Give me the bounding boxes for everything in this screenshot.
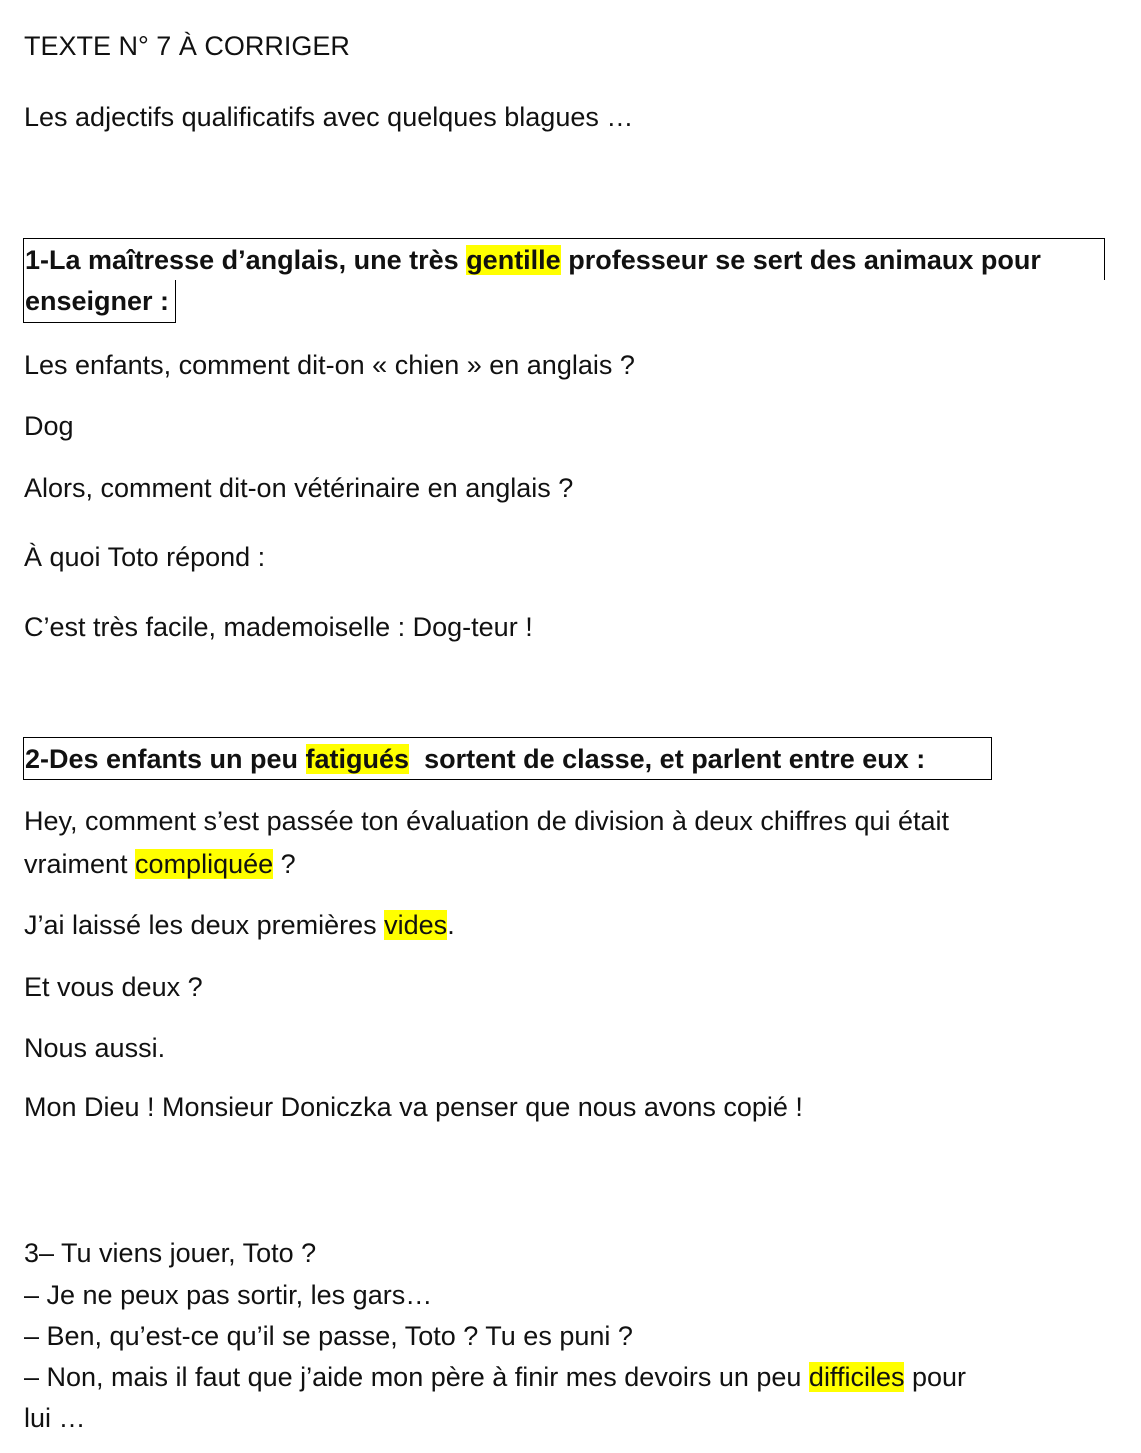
section1-heading-line2: enseigner : xyxy=(25,286,170,316)
document-title: TEXTE N° 7 À CORRIGER xyxy=(24,31,350,61)
section1-line-1: Les enfants, comment dit-on « chien » en anglais ? xyxy=(24,350,635,380)
section1-heading-box-line2 xyxy=(23,280,176,323)
highlight-vides: vides xyxy=(384,910,448,940)
section2-line-1: Et vous deux ? xyxy=(24,972,203,1002)
section2-question-line1: Hey, comment s’est passée ton évaluation de division à deux chiffres qui était xyxy=(24,806,950,836)
highlight-difficiles: difficiles xyxy=(808,1362,905,1392)
highlight-gentille: gentille xyxy=(466,245,561,275)
section2-heading: 2-Des enfants un peu fatigués sortent de classe, et parlent entre eux : xyxy=(25,744,926,774)
section3-line-4: – Non, mais il faut que j’aide mon père à finir mes devoirs un peu difficiles pour xyxy=(24,1362,967,1392)
section3-line-2: – Je ne peux pas sortir, les gars… xyxy=(24,1280,433,1310)
section2-question-line2: vraiment compliquée ? xyxy=(24,849,296,879)
section2-line-3: Mon Dieu ! Monsieur Doniczka va penser que nous avons copié ! xyxy=(24,1092,803,1122)
section1-line-2: Dog xyxy=(24,411,74,441)
highlight-fatigues: fatigués xyxy=(305,744,410,774)
section2-answer: J’ai laissé les deux premières vides. xyxy=(24,910,455,940)
section1-heading-box-line1 xyxy=(23,238,1105,280)
section1-line-5: C’est très facile, mademoiselle : Dog-teur ! xyxy=(24,612,533,642)
section2-line-2: Nous aussi. xyxy=(24,1033,166,1063)
section3-line-1: 3– Tu viens jouer, Toto ? xyxy=(24,1238,317,1268)
section1-heading-line1: 1-La maîtresse d’anglais, une très gentille professeur se sert des animaux pour xyxy=(25,245,1041,275)
section1-line-4: À quoi Toto répond : xyxy=(24,542,266,572)
section3-line-5: lui … xyxy=(24,1403,86,1433)
section2-heading-box xyxy=(23,737,992,780)
section1-line-3: Alors, comment dit-on vétérinaire en anglais ? xyxy=(24,473,574,503)
highlight-compliquee: compliquée xyxy=(135,849,274,879)
section3-line-3: – Ben, qu’est-ce qu’il se passe, Toto ? Tu es puni ? xyxy=(24,1321,633,1351)
document-subtitle: Les adjectifs qualificatifs avec quelques blagues … xyxy=(24,102,634,132)
